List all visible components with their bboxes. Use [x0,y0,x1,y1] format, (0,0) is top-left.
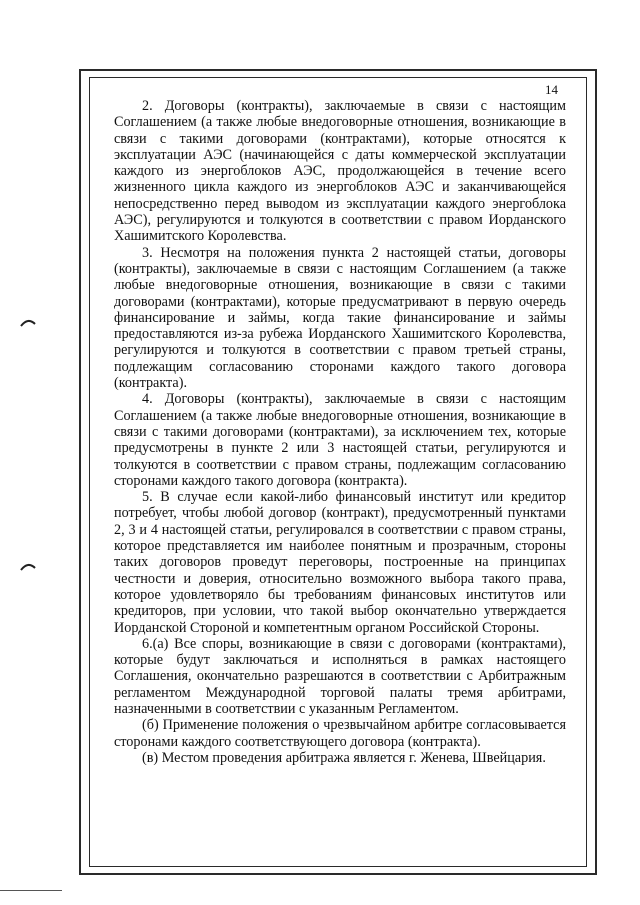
paragraph-2: 2. Договоры (контракты), заключаемые в связи с настоящим Соглашением (а также любые внедоговорные отношения, возникающие в связи с такими договорами (контрактами), которые относятся к эксплуатации АЭС (начинающейся с даты коммерческой эксплуатации каждого из энергоблоков АЭС, продолжающейся в течение всего жизненного цикла каждого из энергоблоков АЭС и заканчивающейся непосредственно перед выводом из эксплуатации каждого энергоблока АЭС), регулируются и толкуются в соответствии с правом Иорданского Хашимитского Королевства. [114,98,566,245]
paragraph-5: 5. В случае если какой-либо финансовый институт или кредитор потребует, чтобы любой договор (контракт), предусмотренный пунктами 2, 3 и 4 настоящей статьи, регулировался в соответствии с правом страны, которое представляется им наиболее понятным и прозрачным, стороны таких договоров проведут переговоры, построенные на принципах честности и доверия, относительно возможного выбора такого права, которое удовлетворяло бы требованиям финансовых институтов или кредиторов, при условии, что такой выбор окончательно утверждается Иорданской Стороной и компетентным органом Российской Стороны. [114,489,566,636]
document-body [114,98,566,766]
paragraph-6a: 6.(а) Все споры, возникающие в связи с договорами (контрактами), которые будут заключаться и исполняться в рамках настоящего Соглашения, окончательно разрешаются в соответствии с Арбитражным регламентом Международной торговой палаты тремя арбитрами, назначенными в соответствии с указанным Регламентом. [114,635,566,717]
binding-hole-mark-icon [20,318,36,328]
scan-edge-line [0,890,62,891]
paragraph-6b: (б) Применение положения о чрезвычайном арбитре согласовывается сторонами каждого соответствующего договора (контракта). [114,717,566,750]
page-number: 14 [545,82,558,97]
paragraph-4: 4. Договоры (контракты), заключаемые в связи с настоящим Соглашением (а также любые внедоговорные отношения, возникающие в связи с такими договорами (контрактами), за исключением тех, которые предусмотрены в пункте 2 или 3 настоящей статьи, регулируются и толкуются в соответствии с правом страны, подлежащим согласованию сторонами каждого такого договора (контракта). [114,391,566,489]
paragraph-3: 3. Несмотря на положения пункта 2 настоящей статьи, договоры (контракты), заключаемые в связи с настоящим Соглашением (а также любые внедоговорные отношения, возникающие в связи с такими договорами (контрактами), которые предусматривают в первую очередь финансирование и займы, когда такие финансирование и займы предоставляются из-за рубежа Иорданского Хашимитского Королевства, регулируются и толкуются в соответствии с правом третьей страны, подлежащим согласованию сторонами каждого такого договора (контракта). [114,244,566,392]
paragraph-6c: (в) Местом проведения арбитража является г. Женева, Швейцария. [142,749,546,766]
binding-hole-mark-icon [20,562,36,572]
